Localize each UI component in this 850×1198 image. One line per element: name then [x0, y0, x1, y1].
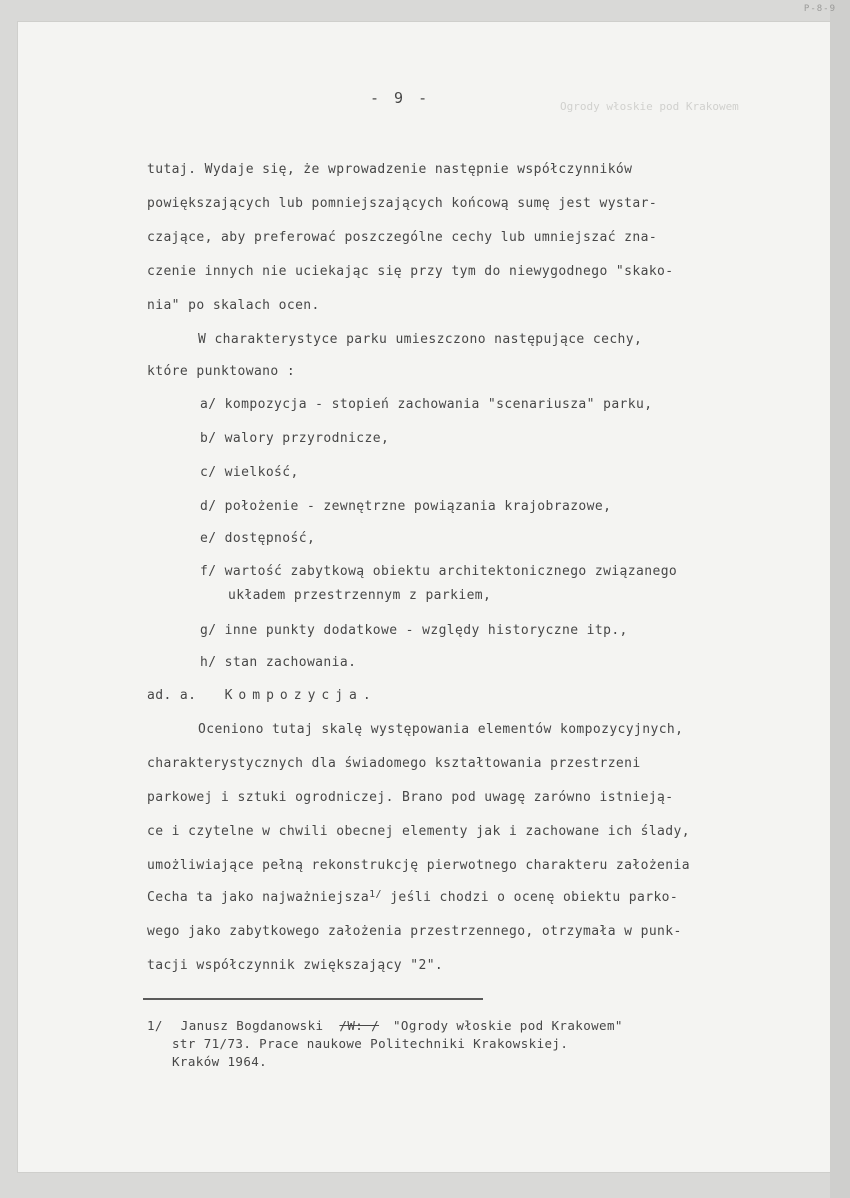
- corner-mark: P-8-9: [803, 4, 836, 14]
- footnote-struck-text: /W: /: [339, 1018, 380, 1033]
- scan-edge: [830, 0, 850, 1198]
- feature-item-d: d/ położenie - zewnętrzne powiązania krajobrazowe,: [200, 499, 612, 514]
- body-line: Oceniono tutaj skalę występowania elementów kompozycyjnych,: [198, 722, 684, 737]
- footnote-ref: 1/: [369, 889, 382, 900]
- faint-bleed-text: Ogrody włoskie pod Krakowem: [560, 100, 739, 113]
- feature-item-f-cont: układem przestrzennym z parkiem,: [228, 588, 492, 603]
- feature-item-c: c/ wielkość,: [200, 465, 299, 480]
- body-line: W charakterystyce parku umieszczono następujące cechy,: [198, 332, 643, 347]
- body-line: czenie innych nie uciekając się przy tym do niewygodnego "skako-: [147, 264, 674, 279]
- section-heading: [147, 688, 377, 704]
- body-line: ce i czytelne w chwili obecnej elementy jak i zachowane ich ślady,: [147, 824, 690, 839]
- feature-item-h: h/ stan zachowania.: [200, 655, 357, 670]
- section-title: Kompozycja.: [224, 688, 377, 703]
- body-text: Cecha ta jako najważniejsza: [147, 890, 370, 905]
- feature-item-b: b/ walory przyrodnicze,: [200, 431, 390, 446]
- body-line-with-footnote-ref: [147, 890, 678, 907]
- body-text: jeśli chodzi o ocenę obiektu parko-: [381, 890, 679, 905]
- footnote-divider: [143, 998, 483, 1000]
- body-line: charakterystycznych dla świadomego kształtowania przestrzeni: [147, 756, 641, 771]
- body-line: umożliwiające pełną rekonstrukcję pierwotnego charakteru założenia: [147, 858, 690, 873]
- footnote-line: Kraków 1964.: [172, 1054, 268, 1069]
- footnote-title: "Ogrody włoskie pod Krakowem": [392, 1018, 623, 1033]
- feature-item-g: g/ inne punkty dodatkowe - względy historyczne itp.,: [200, 623, 628, 638]
- footnote-line: str 71/73. Prace naukowe Politechniki Krakowskiej.: [172, 1036, 569, 1051]
- body-line: parkowej i sztuki ogrodniczej. Brano pod uwagę zarówno istnieją-: [147, 790, 674, 805]
- feature-item-f: f/ wartość zabytkową obiektu architektonicznego związanego: [200, 564, 678, 579]
- feature-item-a: a/ kompozycja - stopień zachowania "scenariusza" parku,: [200, 397, 653, 412]
- section-prefix: ad. a.: [147, 688, 197, 703]
- body-line: czające, aby preferować poszczególne cechy lub umniejszać zna-: [147, 230, 658, 245]
- footnote-marker: 1/: [147, 1018, 163, 1033]
- body-line: powiększających lub pomniejszających końcową sumę jest wystar-: [147, 196, 658, 211]
- body-line: tutaj. Wydaje się, że wprowadzenie następnie współczynników: [147, 162, 633, 177]
- body-line: tacji współczynnik zwiększający "2".: [147, 958, 444, 973]
- feature-item-e: e/ dostępność,: [200, 531, 316, 546]
- body-line: nia" po skalach ocen.: [147, 298, 320, 313]
- body-line: wego jako zabytkowego założenia przestrzennego, otrzymała w punk-: [147, 924, 682, 939]
- footnote-line: [147, 1018, 623, 1034]
- body-line: które punktowano :: [147, 364, 296, 379]
- footnote-author: Janusz Bogdanowski: [180, 1018, 324, 1033]
- page-number: - 9 -: [370, 89, 431, 107]
